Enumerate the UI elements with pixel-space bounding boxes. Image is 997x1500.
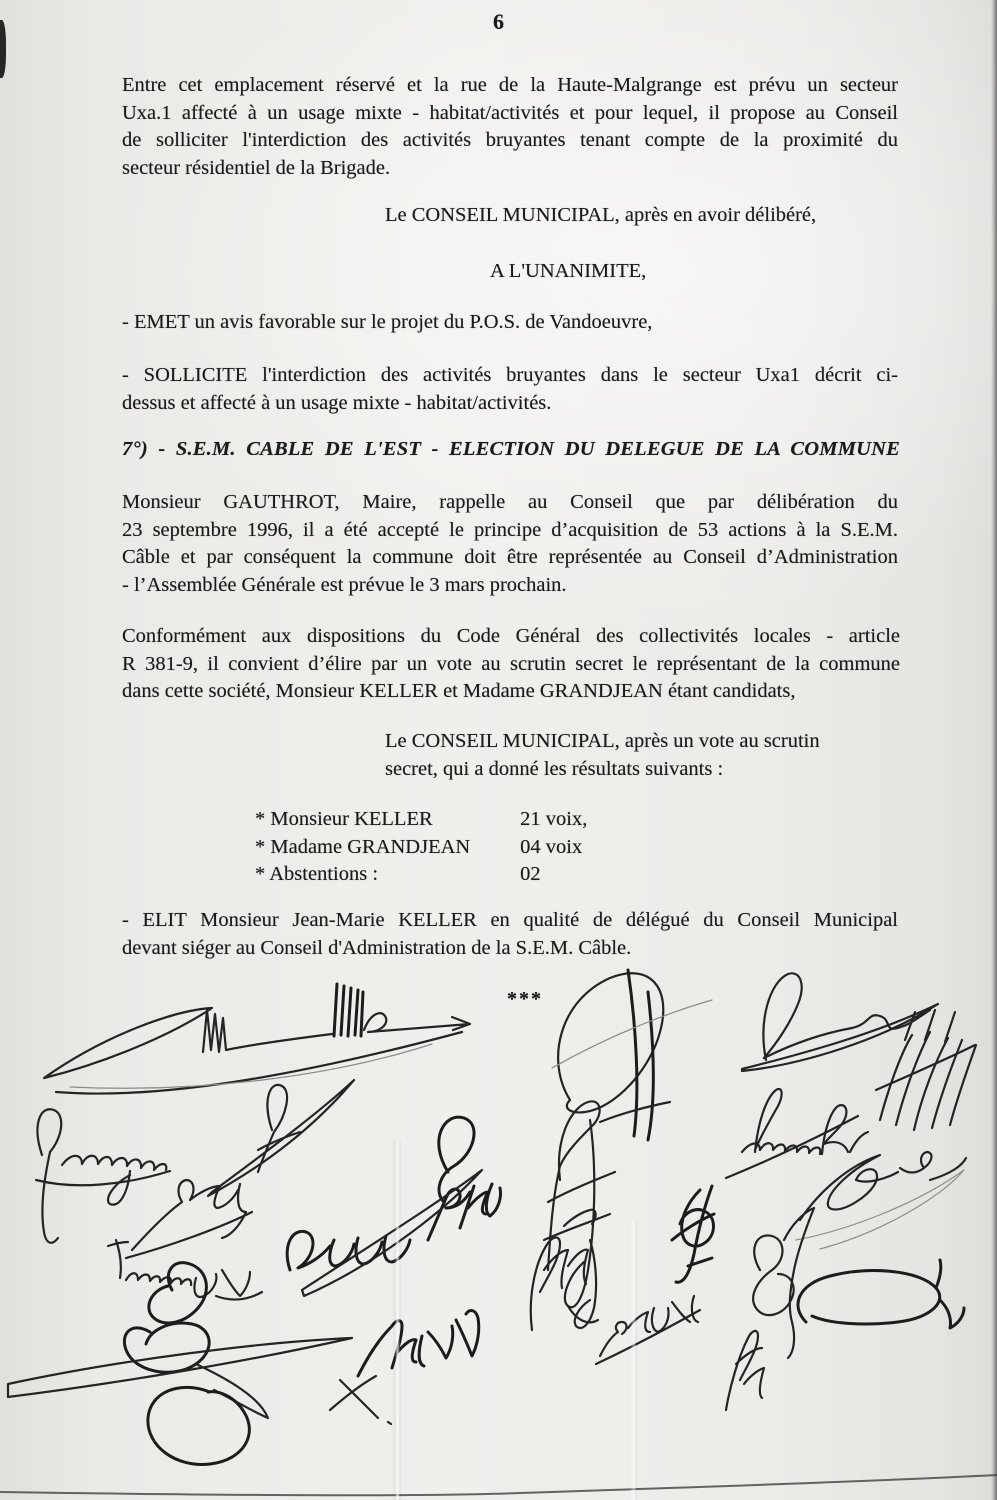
text-line: 23 septembre 1996, il a été accepté le principe d’acquisition de 53 actions à la S.E.M. [122,518,898,541]
signature-06 [208,1080,354,1196]
signature-03 [742,973,938,1071]
signature-stroke [36,1171,170,1185]
signature-stroke [788,1322,794,1358]
paragraph-gauthrot [122,489,898,599]
signature-11 [126,1180,252,1258]
signature-stroke [44,1008,212,1078]
signature-stroke [203,1010,332,1052]
vote-result-row [255,806,587,834]
signature-01 [44,984,470,1094]
signature-stroke [800,1152,966,1220]
text-line: secteur résidentiel de la Brigade. [122,156,391,179]
signature-02 [552,970,712,1140]
signature-stroke [108,1171,130,1205]
asterisk-separator: *** [507,988,543,1010]
signature-15 [358,1311,479,1376]
vote-count: 04 voix [520,835,583,858]
text-line: dessus et affecté à un usage mixte - habitat/activités. [122,391,552,414]
emet-line: - EMET un avis favorable sur le projet du P.O.S. de Vandoeuvre, [122,311,653,333]
council-vote-lines [385,728,865,783]
paper-fold-crease [630,1220,638,1500]
vote-candidate: * Madame GRANDJEAN [255,835,471,858]
text-line: de solliciter l'interdiction des activités bruyantes tenant compte de la proximité du [122,129,898,152]
text-line: Câble et par conséquent la commune doit être représentée au Conseil d’Administration [122,546,898,569]
signature-07 [428,1117,501,1240]
signature-stroke [258,1085,287,1172]
signature-stroke [149,1263,207,1323]
signature-16 [531,1210,596,1330]
signature-12 [108,1240,262,1299]
scan-edge-artifact [0,20,6,78]
signature-19 [753,1208,964,1358]
text-line: R 381-9, il convient d’élire par un vote au scrutin secret le représentant de la commune [122,652,900,675]
text-line: - SOLLICITE l'interdiction des activités bruyantes dans le secteur Uxa1 décrit ci- [122,364,898,386]
signature-05 [36,1109,170,1243]
text-line: Uxa.1 affecté à un usage mixte - habitat/activités et pour lequel, il propose au Conseil [122,101,898,124]
paragraph-intro [122,72,898,182]
signature-stroke [726,1331,764,1410]
signature-stroke [742,1143,820,1154]
signature-stroke [753,1208,814,1322]
vote-results-list [255,806,587,889]
signature-stroke [763,973,801,1060]
signature-stroke [334,984,363,1036]
vote-count: 02 [520,863,541,886]
signature-14 [8,1263,391,1465]
signature-stroke [742,1004,938,1071]
signature-stroke [358,1311,479,1376]
text-line: Monsieur GAUTHROT, Maire, rappelle au Conseil que par délibération du [122,491,898,513]
section-7-heading: 7°) - S.E.M. CABLE DE L'EST - ELECTION DU DELEGUE DE LA COMMUNE [122,438,900,460]
text-line: Entre cet emplacement réservé et la rue de la Haute-Malgrange est prévu un secteur [122,74,898,96]
scan-edge-right [991,0,997,1500]
vote-candidate: * Monsieur KELLER [255,808,433,830]
signature-18 [672,1186,714,1282]
signature-10 [796,1152,966,1249]
signature-17 [596,1296,700,1364]
unanimity-line: A L'UNANIMITE, [490,260,647,282]
paper-fold-crease [392,1140,402,1500]
scan-bottom-edge-line [0,1475,997,1495]
paragraph-conformement [122,623,900,706]
signature-stroke [56,1032,462,1094]
text-line: dans cette société, Monsieur KELLER et Madame GRANDJEAN étant candidats, [122,680,796,703]
text-line: Le CONSEIL MUNICIPAL, après un vote au scrutin [385,730,820,752]
signature-stroke [764,1010,930,1058]
signature-20 [726,1331,764,1410]
text-line: - ELIT Monsieur Jean-Marie KELLER en qualité de délégué du Conseil Municipal [122,909,898,931]
signature-stroke [132,1180,246,1250]
signature-stroke [628,970,653,1140]
vote-count: 21 voix, [520,808,588,830]
text-line: - l’Assemblée Générale est prévue le 3 mars prochain. [122,573,567,596]
signature-stroke [672,1186,714,1282]
page-number: 6 [493,9,504,34]
signature-stroke [822,1105,868,1154]
signature-stroke [544,1172,615,1240]
signature-stroke [62,1156,166,1170]
signature-09 [726,1089,868,1178]
signature-stroke [108,1240,128,1278]
paragraph-sollicite [122,362,898,417]
signature-stroke [330,1376,391,1424]
signature-stroke [876,1045,975,1090]
council-deliberated-line: Le CONSEIL MUNICIPAL, après en avoir délibéré, [385,204,817,226]
text-line: Conformément aux dispositions du Code Général des collectivités locales - article [122,625,900,647]
signature-stroke [70,1044,432,1088]
signature-stroke [258,1132,300,1150]
signature-08 [544,1101,615,1322]
signature-stroke [364,1013,470,1032]
signatures-canvas [0,940,997,1500]
signature-stroke [126,1270,250,1297]
signature-stroke [148,1387,249,1464]
vote-result-row [255,834,587,862]
signature-stroke [531,1210,596,1330]
text-line: devant siéger au Conseil d'Administration de la S.E.M. Câble. [122,936,632,959]
vote-result-row [255,861,587,889]
signature-stroke [798,1260,964,1328]
vote-candidate: * Abstentions : [255,863,379,886]
signature-stroke [38,1109,62,1243]
signature-stroke [600,1296,698,1356]
signature-stroke [796,1170,964,1249]
text-line: secret, qui a donné les résultats suivants : [385,757,724,780]
